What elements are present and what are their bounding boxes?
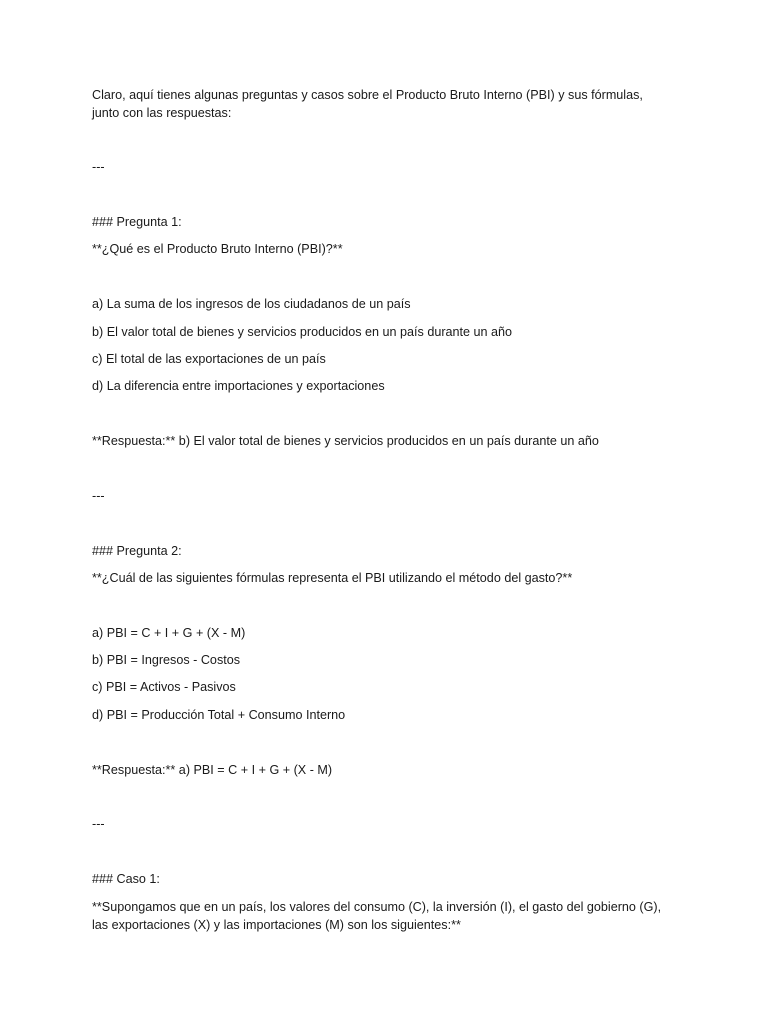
case-1-line-1: **Supongamos que en un país, los valores del consumo (C), la inversión (I), el gasto del gobierno (G), xyxy=(92,900,662,914)
intro-line-2: junto con las respuestas: xyxy=(92,106,232,120)
question-1-prompt: **¿Qué es el Producto Bruto Interno (PBI)?** xyxy=(92,242,343,256)
separator: --- xyxy=(92,817,105,831)
separator: --- xyxy=(92,489,105,503)
question-2-answer: **Respuesta:** a) PBI = C + I + G + (X - M) xyxy=(92,763,333,777)
question-1-option-d: d) La diferencia entre importaciones y exportaciones xyxy=(92,379,385,393)
question-2-option-d: d) PBI = Producción Total + Consumo Interno xyxy=(92,708,346,722)
question-2-option-c: c) PBI = Activos - Pasivos xyxy=(92,680,236,694)
question-1-option-a: a) La suma de los ingresos de los ciudadanos de un país xyxy=(92,297,411,311)
question-1-heading: ### Pregunta 1: xyxy=(92,215,182,229)
question-1-option-c: c) El total de las exportaciones de un país xyxy=(92,352,326,366)
question-2-heading: ### Pregunta 2: xyxy=(92,544,182,558)
intro-line-1: Claro, aquí tienes algunas preguntas y casos sobre el Producto Bruto Interno (PBI) y sus fórmulas, xyxy=(92,88,643,102)
question-2-prompt: **¿Cuál de las siguientes fórmulas representa el PBI utilizando el método del gasto?** xyxy=(92,571,573,585)
question-1-option-b: b) El valor total de bienes y servicios producidos en un país durante un año xyxy=(92,325,513,339)
question-2-option-a: a) PBI = C + I + G + (X - M) xyxy=(92,626,246,640)
case-1-heading: ### Caso 1: xyxy=(92,872,160,886)
question-2-option-b: b) PBI = Ingresos - Costos xyxy=(92,653,241,667)
question-1-answer: **Respuesta:** b) El valor total de bienes y servicios producidos en un país durante un año xyxy=(92,434,599,448)
separator: --- xyxy=(92,160,105,174)
case-1-line-2: las exportaciones (X) y las importaciones (M) son los siguientes:** xyxy=(92,918,461,932)
